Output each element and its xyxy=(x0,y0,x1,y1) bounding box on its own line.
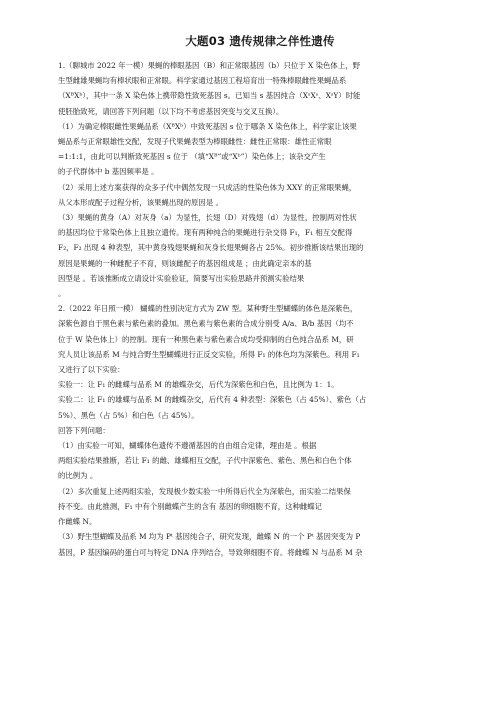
page-title: 大题03 遗传规律之伴性遗传 xyxy=(185,34,335,48)
text-line: （3）野生型蝴蝶及品系 M 均为 Pᵗ 基因纯合子，研究发现，雌蝶 N 的一个 Pᵗ 基因突变为 P xyxy=(58,532,361,542)
text-line: 从父本形成配子过程分析，该果蝇出现的原因是 。 xyxy=(58,197,223,207)
text-line: 又进行了以下实验： xyxy=(58,365,125,375)
text-line: 5%）、黑色（占 5%）和白色（占 45%）。 xyxy=(58,410,199,420)
text-line: （2）采用上述方案获得的众多子代中偶然发现一只成活的性染色体为 XXY 的正常眼果蝇， xyxy=(58,182,357,192)
text-line: 的子代群体中 b 基因频率是 。 xyxy=(58,167,159,177)
text-line: F₂，F₂ 出现 4 种表型，其中黄身残翅果蝇和灰身长翅果蝇各占 25%。初步推断该结果出现的 xyxy=(58,243,364,253)
text-line: 位于 W 染色体上）的控制。现有一种黑色素与紫色素合成均受抑制的白色纯合品系 M，研 xyxy=(58,334,354,344)
text-line: 持不变。由此推测，F₁ 中有个别雌蝶产生的含有 基因的卵细胞不育，这种雌蝶记 xyxy=(58,501,323,511)
text-line: 1.（聊城市 2022 年一模）果蝇的棒眼基因（B）和正常眼基因（b）只位于 X 染色体上，野 xyxy=(58,61,360,70)
text-line: 生型雌雄果蝇均有棒状眼和正常眼。科学家通过基因工程培育出一特殊棒眼雌性果蝇品系 xyxy=(58,76,347,86)
text-line: =1:1:1，由此可以判断致死基因 s 位于 （填“Xᴮ”或“Xᵇ”）染色体上；该杂交产生 xyxy=(58,152,326,162)
text-line: （3）果蝇的黄身（A）对灰身（a）为显性，长翅（D）对残翅（d）为显性，控制两对性状 xyxy=(58,213,357,223)
text-line: 原因是果蝇的一种雌配子不育，则该雌配子的基因组成是 ；由此确定亲本的基 xyxy=(58,258,312,268)
text-line: 因型是 。若该推断成立请设计实验验证，简要写出实验思路并预测实验结果 xyxy=(58,273,305,283)
text-line: 实验二：让 F₁ 的雄蝶与品系 M 的雌蝶杂交，后代有 4 种表型：深紫色（占 45%）、紫色（占 xyxy=(58,395,367,405)
text-line: 。 xyxy=(58,289,66,299)
text-line: 两组实验结果推断，若让 F₁ 的雌、雄蝶相互交配，子代中深紫色、紫色、黑色和白色个体 xyxy=(58,456,352,466)
document-body xyxy=(58,58,462,560)
text-line: 使胚胎致死，请回答下列问题（以下均不考虑基因突变与交叉互换）。 xyxy=(58,106,284,116)
text-line: （2）多次重复上述两组实验，发现极少数实验一中所得后代全为深紫色，而实验二结果保 xyxy=(58,486,351,496)
text-line: 实验一：让 F₁ 的雌蝶与品系 M 的雄蝶杂交，后代为深紫色和白色，且比例为 1：1。 xyxy=(58,380,339,390)
text-line: （XᴮXᵇ），其中一条 X 染色体上携带隐性致死基因 s。已知当 s 基因纯合（XˢXˢ、XˢY）时能 xyxy=(58,91,361,101)
text-line: 的基因均位于常染色体上且独立遗传。现有两种纯合的果蝇进行杂交得 F₁，F₁ 相互交配得 xyxy=(58,228,353,238)
text-line: 回答下列问题： xyxy=(58,425,110,435)
text-line: 2.（2022 年日照一模） 蝴蝶的性别决定方式为 ZW 型。某种野生型蝴蝶的体色是深紫色， xyxy=(58,304,358,314)
text-line: 的比例为 。 xyxy=(58,471,98,481)
text-line: 作雌蝶 N。 xyxy=(58,517,97,527)
text-line: （1）由实验一可知，蝴蝶体色遗传不遵循基因的自由组合定律，理由是 。根据 xyxy=(58,441,317,451)
text-line: 究人员让该品系 M 与纯合野生型蝴蝶进行正反交实验，所得 F₁ 的体色均为深紫色。利用 F₁ xyxy=(58,349,360,359)
text-line: （1）为确定棒眼雌性果蝇品系（XᴮXᵇ）中致死基因 s 位于哪条 X 染色体上，科学家让该果 xyxy=(58,121,357,131)
text-line: 蝇品系与正常眼雄性交配，发现子代果蝇表型为棒眼雌性：雌性正常眼：雄性正常眼 xyxy=(58,137,332,147)
text-line: 深紫色源自于黑色素与紫色素的叠加。黑色素与紫色素的合成分别受 A/a、B/b 基因（均不 xyxy=(58,319,354,329)
text-line: 基因，P 基因编码的蛋白可与特定 DNA 序列结合，导致卵细胞不育。将雌蝶 N 与品系 M 杂 xyxy=(58,547,363,557)
